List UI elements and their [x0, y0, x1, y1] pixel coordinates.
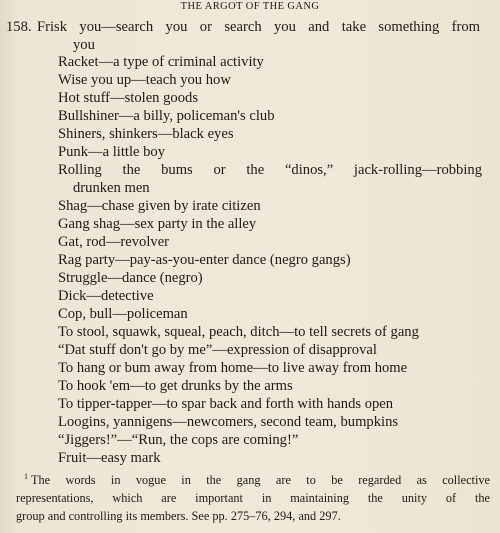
entry-text-line: To tipper-tapper—to spar back and forth with hands open: [58, 396, 394, 412]
entry-text-line: Frisk you—search you or search you and take something from: [37, 19, 480, 35]
entry-text-line: Shiners, shinkers—black eyes: [58, 126, 234, 142]
footnote-line-1: [16, 472, 490, 488]
entry-text-line: Wise you up—teach you how: [58, 72, 231, 88]
footnote-text: The words in vogue in the gang are to be regarded as collective: [31, 473, 490, 487]
entry-text-line: drunken men: [73, 180, 150, 196]
footnote-marker: 1: [24, 471, 28, 481]
entry-text-line: Rag party—pay-as-you-enter dance (negro gangs): [58, 252, 351, 268]
entry-text-line: Shag—chase given by irate citizen: [58, 198, 261, 214]
entry-number: 158.: [6, 19, 32, 35]
entry-text-line: Dick—detective: [58, 288, 154, 304]
running-header: THE ARGOT OF THE GANG: [180, 1, 320, 12]
entry-text-line: To hook 'em—to get drunks by the arms: [58, 378, 293, 394]
entry-text-line: “Dat stuff don't go by me”—expression of disapproval: [58, 342, 377, 358]
entry-text-line: Bullshiner—a billy, policeman's club: [58, 108, 275, 124]
entry-text-line: Fruit—easy mark: [58, 450, 161, 466]
entry-text-line: Loogins, yannigens—newcomers, second team, bumpkins: [58, 414, 399, 430]
footnote-line-3: [16, 508, 490, 524]
entry-text-line: Gang shag—sex party in the alley: [58, 216, 257, 232]
footnote-text: group and controlling its members. See pp. 275–76, 294, and 297.: [16, 509, 341, 523]
entry-text-line: you: [73, 37, 95, 53]
entry-text-line: To stool, squawk, squeal, peach, ditch—to tell secrets of gang: [58, 324, 419, 340]
entry-text-line: To hang or bum away from home—to live away from home: [58, 360, 408, 376]
entry-text-line: Rolling the bums or the “dinos,” jack-rolling—robbing: [58, 162, 482, 178]
footnote-line-2: [16, 490, 490, 506]
entry-text-line: Cop, bull—policeman: [58, 306, 188, 322]
footnote-text: representations, which are important in maintaining the unity of the: [16, 491, 490, 505]
entry-text-line: Hot stuff—stolen goods: [58, 90, 198, 106]
entry-text-line: Racket—a type of criminal activity: [58, 54, 264, 70]
entry-text-line: “Jiggers!”—“Run, the cops are coming!”: [58, 432, 299, 448]
entry-text-line: Struggle—dance (negro): [58, 270, 203, 286]
entry-text-line: Punk—a little boy: [58, 144, 166, 160]
entry-text-line: Gat, rod—revolver: [58, 234, 170, 250]
